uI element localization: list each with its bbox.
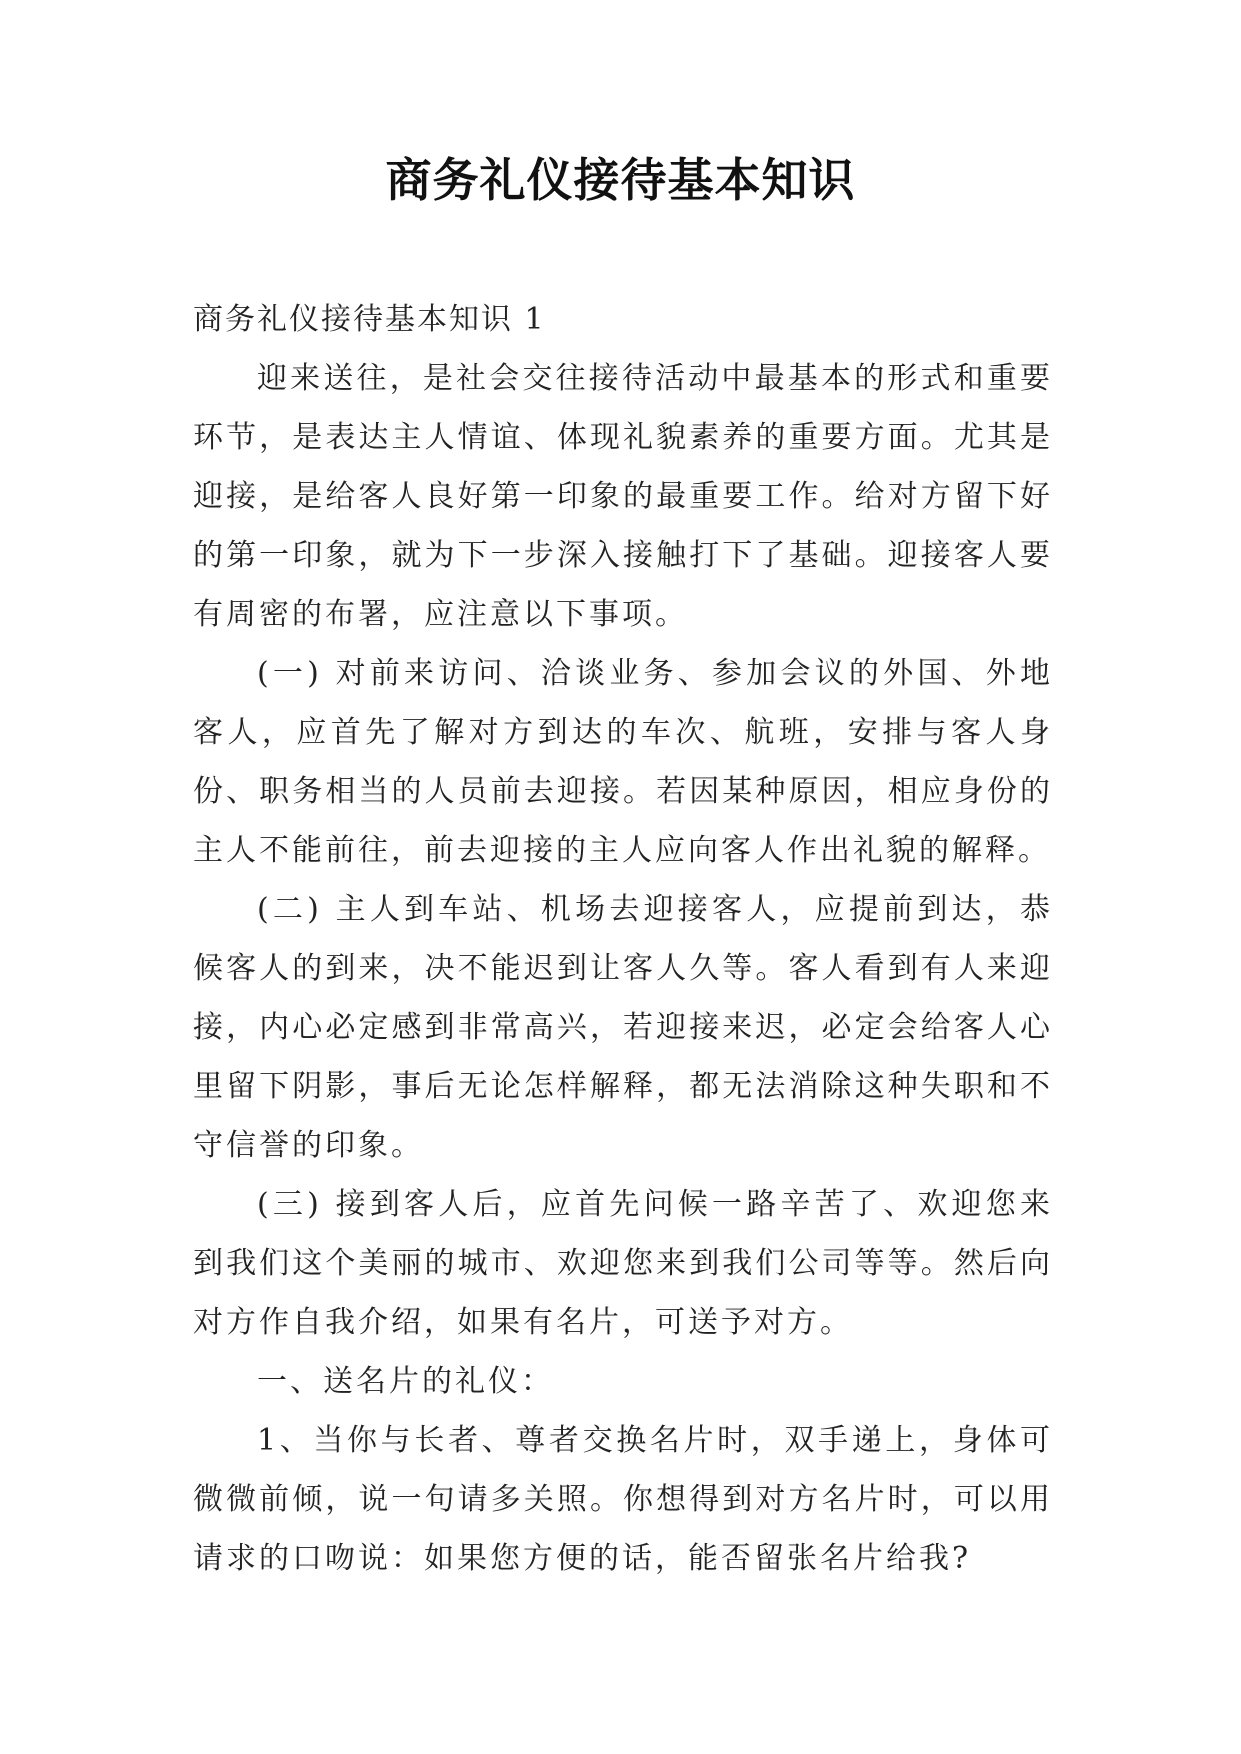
paragraph-item-3: (三) 接到客人后，应首先问候一路辛苦了、欢迎您来到我们这个美丽的城市、欢迎您来到我们公司等等。然后向对方作自我介绍，如果有名片，可送予对方。 xyxy=(193,1187,1053,1340)
paragraph-intro: 迎来送往，是社会交往接待活动中最基本的形式和重要环节，是表达主人情谊、体现礼貌素养的重要方面。尤其是迎接，是给客人良好第一印象的最重要工作。给对方留下好的第一印象，就为下一步深入接触打下了基础。迎接客人要有周密的布署，应注意以下事项。 xyxy=(193,361,1053,632)
paragraph-item-1: (一) 对前来访问、洽谈业务、参加会议的外国、外地客人，应首先了解对方到达的车次、航班，安排与客人身份、职务相当的人员前去迎接。若因某种原因，相应身份的主人不能前往，前去迎接的主人应向客人作出礼貌的解释。 xyxy=(193,656,1053,868)
document-title: 商务礼仪接待基本知识 xyxy=(385,153,856,207)
paragraph-item-2: (二) 主人到车站、机场去迎接客人，应提前到达，恭候客人的到来，决不能迟到让客人久等。客人看到有人来迎接，内心必定感到非常高兴，若迎接来迟，必定会给客人心里留下阴影，事后无论怎样解释，都无法消除这种失职和不守信誉的印象。 xyxy=(193,892,1053,1163)
document-body xyxy=(193,290,1053,1588)
subsection-heading: 一、送名片的礼仪： xyxy=(257,1364,554,1399)
paragraph-card-etiquette-1: 1、当你与长者、尊者交换名片时，双手递上，身体可微微前倾，说一句请多关照。你想得到对方名片时，可以用请求的口吻说：如果您方便的话，能否留张名片给我? xyxy=(193,1423,1053,1576)
section-heading: 商务礼仪接待基本知识 1 xyxy=(193,302,546,337)
